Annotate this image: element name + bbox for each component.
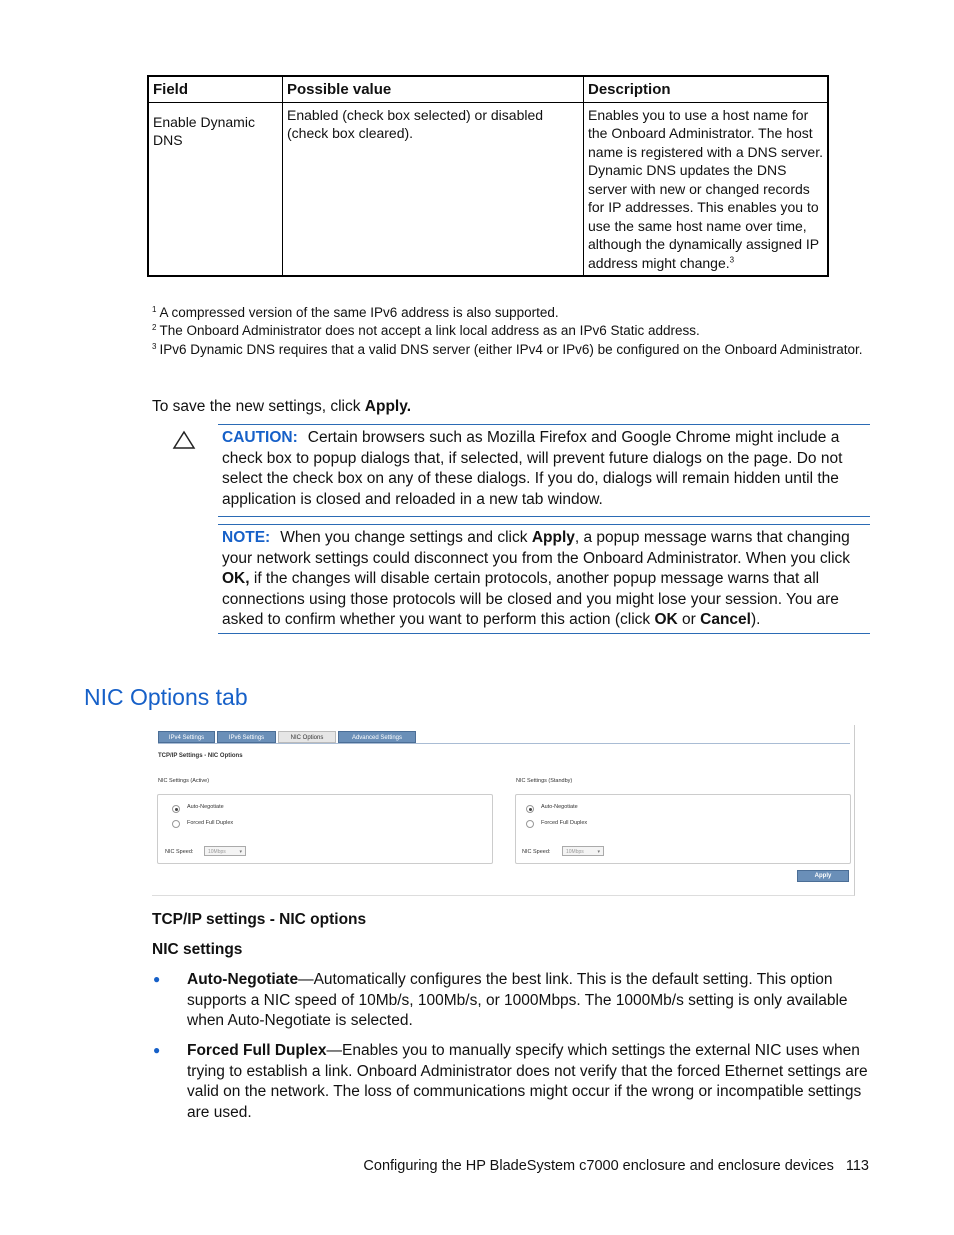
bullet-icon: ● xyxy=(153,972,161,986)
active-nic-panel xyxy=(157,794,493,864)
standby-forced-full-duplex-label: Forced Full Duplex xyxy=(541,820,588,826)
nic-settings-heading: NIC settings xyxy=(152,941,243,958)
header-possible-value: Possible value xyxy=(283,76,584,102)
bullet-term: Auto-Negotiate xyxy=(187,971,299,988)
standby-nic-speed-label: NIC Speed: xyxy=(522,849,551,855)
bullet-term: Forced Full Duplex xyxy=(187,1042,327,1059)
tab-ipv4-settings[interactable]: IPv4 Settings xyxy=(158,731,215,743)
footnote-2 xyxy=(152,323,700,338)
header-description: Description xyxy=(584,76,829,102)
save-apply: Apply. xyxy=(364,398,412,415)
note-bold: Cancel xyxy=(700,611,751,628)
note-bold: OK xyxy=(654,611,678,628)
active-nic-speed-select[interactable] xyxy=(204,846,246,856)
footnote-text: The Onboard Administrator does not accept a link local address as an IPv6 Static address. xyxy=(159,323,700,338)
tab-nic-options[interactable]: NIC Options xyxy=(278,731,336,743)
active-auto-negotiate-radio[interactable] xyxy=(172,805,180,813)
standby-auto-negotiate-label: Auto-Negotiate xyxy=(541,804,578,810)
caution-label: CAUTION: xyxy=(222,429,298,446)
footnote-1 xyxy=(152,305,559,320)
active-forced-full-duplex-radio[interactable] xyxy=(172,820,180,828)
active-auto-negotiate-label: Auto-Negotiate xyxy=(187,804,224,810)
caution-block xyxy=(218,428,870,510)
figure-caption: TCP/IP settings - NIC options xyxy=(152,911,367,928)
description-text: Enables you to use a host name for the Onboard Administrator. The host name is registered with a DNS server. Dynamic DNS updates the DNS server with new or changed records for IP addresses. This enables you to use the same host name over time, although the dynamically assigned IP address might change. xyxy=(588,106,823,271)
chevron-down-icon: ▾ xyxy=(597,849,600,855)
bullet-icon: ● xyxy=(153,1043,161,1057)
caution-text: Certain browsers such as Mozilla Firefox and Google Chrome might include a check box to popup dialogs that, if selected, will prevent future dialogs on the page. Do not select the check box on any of these dialogs. If you do, dialogs will remain hidden until the application is closed and reloaded in a new tab window. xyxy=(222,429,843,508)
note-label: NOTE: xyxy=(222,529,271,546)
header-field: Field xyxy=(148,76,283,102)
standby-auto-negotiate-radio[interactable] xyxy=(526,805,534,813)
table-header-row xyxy=(148,76,828,102)
bullet-text: —Enables you to manually specify which settings the external NIC uses when trying to establish a link. Onboard Administrator does not verify that the forced Ethernet settings are valid on the network. The loss of communications might occur if the wrong or incompatible settings are used. xyxy=(187,1042,868,1121)
save-text: To save the new settings, click xyxy=(152,398,365,415)
note-block xyxy=(218,528,870,631)
footnote-3 xyxy=(152,342,863,357)
section-title: NIC Options tab xyxy=(84,684,248,710)
tab-advanced-settings[interactable]: Advanced Settings xyxy=(338,731,416,743)
standby-nic-speed-select[interactable] xyxy=(562,846,604,856)
note-text: , a popup message warns that changing your network settings could disconnect you from the Onboard Administrator. When you click xyxy=(222,529,851,567)
cell-field: Enable Dynamic DNS xyxy=(148,102,283,276)
chevron-down-icon: ▾ xyxy=(239,849,242,855)
footnote-num: 3 xyxy=(152,341,157,351)
field-table xyxy=(147,75,829,277)
caution-bottom-rule xyxy=(218,516,870,517)
note-text: if the changes will disable certain protocols, another popup message warns that all connections using those protocols will be closed and you might lose your session. You are asked to confirm whether you want to perform this action (click xyxy=(222,570,839,628)
note-bold: Apply xyxy=(531,529,575,546)
footnote-num: 2 xyxy=(152,322,157,332)
standby-group-label: NIC Settings (Standby) xyxy=(516,778,573,784)
active-group-label: NIC Settings (Active) xyxy=(158,778,210,784)
footnote-num: 1 xyxy=(152,304,157,314)
note-text: ). xyxy=(750,611,761,628)
note-top-rule xyxy=(218,524,870,525)
page-footer xyxy=(363,1158,869,1174)
tab-underline xyxy=(158,743,850,744)
footnote-text: A compressed version of the same IPv6 address is also supported. xyxy=(159,305,559,320)
list-item xyxy=(187,1041,871,1123)
caution-icon xyxy=(172,430,196,450)
note-bold: OK, xyxy=(222,570,250,587)
cell-value: Enabled (check box selected) or disabled (check box cleared). xyxy=(283,102,584,276)
standby-nic-panel xyxy=(515,794,851,864)
caution-top-rule xyxy=(218,424,870,425)
bullet-text: —Automatically configures the best link. This is the default setting. This option supports a NIC speed of 10Mb/s, 100Mb/s, or 1000Mbps. The 1000Mb/s setting is only available when Auto-Negotiate is selected. xyxy=(187,971,848,1029)
description-footnote-ref: 3 xyxy=(729,254,735,264)
footer-text: Configuring the HP BladeSystem c7000 enclosure and enclosure devices xyxy=(363,1158,834,1174)
note-bottom-rule xyxy=(218,633,870,634)
footnote-text: IPv6 Dynamic DNS requires that a valid DNS server (either IPv4 or IPv6) be configured on the Onboard Administrator. xyxy=(159,342,863,357)
active-forced-full-duplex-label: Forced Full Duplex xyxy=(187,820,234,826)
note-text: or xyxy=(677,611,701,628)
screenshot-title: TCP/IP Settings - NIC Options xyxy=(158,753,243,759)
table-row xyxy=(148,102,828,276)
standby-nic-speed-value: 10Mbps xyxy=(566,849,584,855)
note-text: When you change settings and click xyxy=(280,529,532,546)
active-nic-speed-value: 10Mbps xyxy=(208,849,226,855)
save-instruction xyxy=(152,398,411,416)
apply-button[interactable]: Apply xyxy=(797,870,849,882)
page-number: 113 xyxy=(845,1158,869,1174)
list-item xyxy=(187,970,871,1032)
active-nic-speed-label: NIC Speed: xyxy=(165,849,194,855)
tab-ipv6-settings[interactable]: IPv6 Settings xyxy=(217,731,276,743)
nic-options-screenshot xyxy=(152,725,855,896)
standby-forced-full-duplex-radio[interactable] xyxy=(526,820,534,828)
cell-description xyxy=(584,102,829,276)
